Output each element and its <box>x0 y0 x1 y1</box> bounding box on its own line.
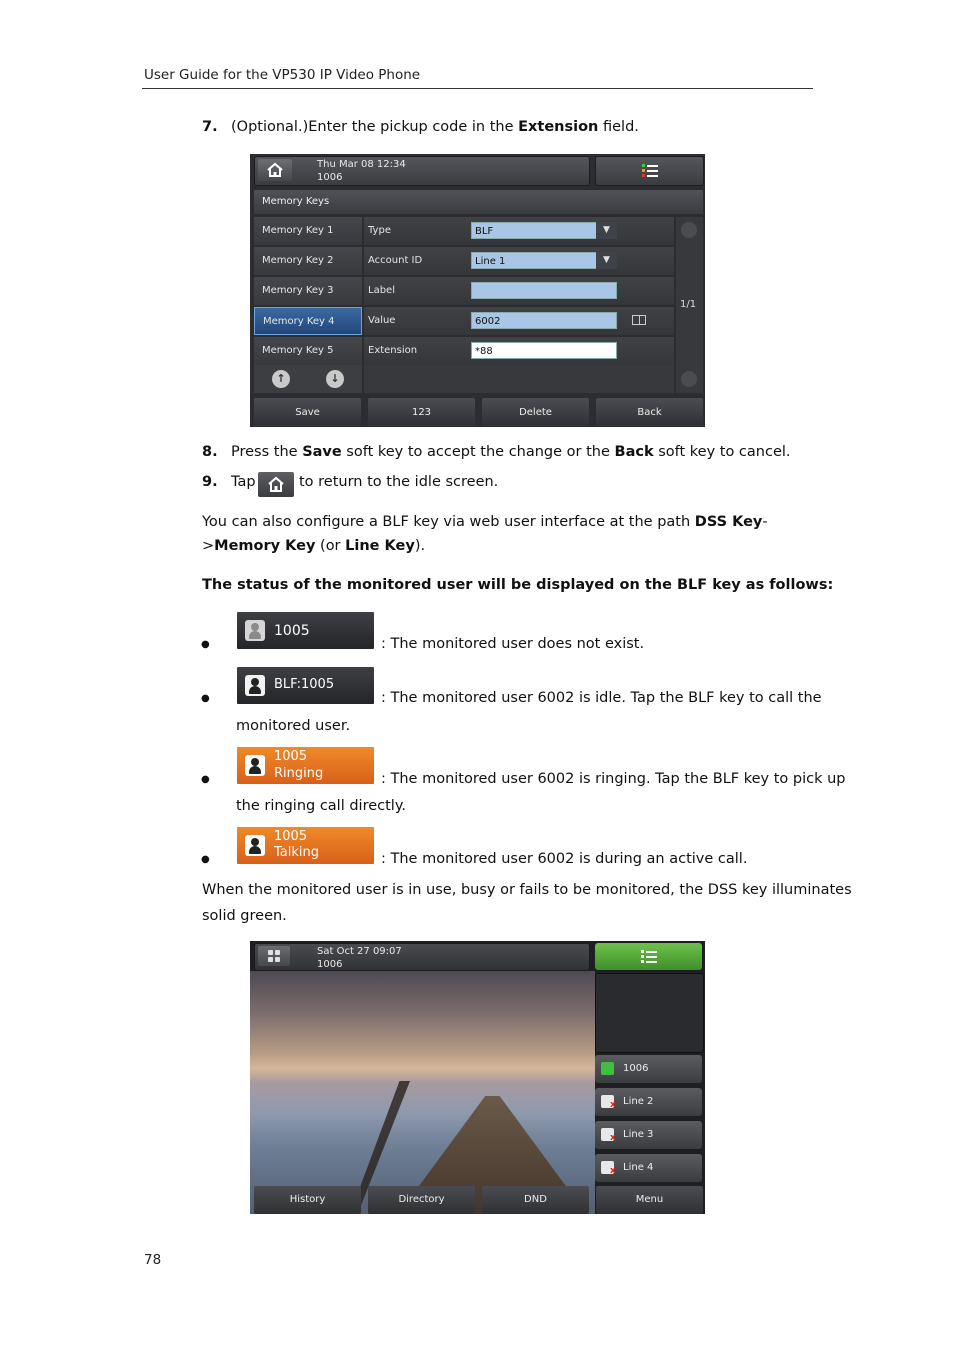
label-input[interactable] <box>471 282 617 299</box>
status-datetime: Thu Mar 08 12:34 1006 <box>317 159 406 183</box>
menu-softkey[interactable]: Menu <box>596 1186 703 1214</box>
label-row: Label <box>364 277 674 305</box>
dss-line-2: solid green. <box>202 908 287 924</box>
extension-input[interactable]: *88 <box>471 342 617 359</box>
delete-softkey[interactable]: Delete <box>482 398 589 427</box>
wallpaper <box>250 971 595 1214</box>
blf-key-talking: 1005 Talking <box>237 827 374 864</box>
home-key-image <box>258 472 294 497</box>
type-row: Type BLF ▼ <box>364 217 674 245</box>
extension-row: Extension *88 <box>364 337 674 365</box>
panel-title: Memory Keys <box>254 190 703 214</box>
bullet: ● <box>201 854 210 865</box>
line-unregistered-icon: x <box>601 1161 614 1174</box>
user-icon <box>245 835 265 856</box>
line-unregistered-icon: x <box>601 1128 614 1141</box>
blf-key-idle: BLF:1005 <box>237 667 374 704</box>
blf-desc-2: : The monitored user 6002 is idle. Tap the BLF key to call the <box>381 690 822 706</box>
status-bar <box>254 156 590 186</box>
key-settings <box>364 217 674 367</box>
header-rule <box>142 88 813 89</box>
bullet: ● <box>201 693 210 704</box>
blf-desc-4: : The monitored user 6002 is during an active call. <box>381 851 748 867</box>
value-row: Value 6002 <box>364 307 674 335</box>
blf-desc-1: : The monitored user does not exist. <box>381 636 645 652</box>
user-icon <box>245 675 265 696</box>
step-9-text: to return to the idle screen. <box>299 474 499 490</box>
dss-panel <box>595 973 704 1053</box>
menu-list-button[interactable] <box>595 156 704 186</box>
fields-filler <box>364 365 674 393</box>
blf-desc-3-cont: the ringing call directly. <box>236 798 406 814</box>
status-datetime: Sat Oct 27 09:07 1006 <box>317 946 402 970</box>
dnd-softkey[interactable]: DND <box>482 1186 589 1214</box>
back-softkey[interactable]: Back <box>596 398 703 427</box>
home-icon <box>258 159 292 181</box>
step-8: 8. Press the Save soft key to accept the change or the Back soft key to cancel. <box>202 444 791 460</box>
blf-desc-3: : The monitored user 6002 is ringing. Tap the BLF key to pick up <box>381 771 846 787</box>
header-title: User Guide for the VP530 IP Video Phone <box>144 67 421 83</box>
softkey-bar <box>254 1186 703 1214</box>
bullet: ● <box>201 774 210 785</box>
scroll-up-icon[interactable] <box>681 222 697 238</box>
value-input[interactable]: 6002 <box>471 312 617 329</box>
line-key-2[interactable]: x Line 2 <box>595 1088 702 1116</box>
history-softkey[interactable]: History <box>254 1186 361 1214</box>
dropdown-arrow-icon[interactable]: ▼ <box>596 252 617 269</box>
scroll-column <box>676 217 703 393</box>
memory-key-3[interactable]: Memory Key 3 <box>254 277 362 305</box>
blf-key-ringing: 1005 Ringing <box>237 747 374 784</box>
apps-grid-icon[interactable] <box>258 946 290 966</box>
page-arrows <box>254 365 362 393</box>
account-id-row: Account ID Line 1 ▼ <box>364 247 674 275</box>
web-config-paragraph: You can also configure a BLF key via web user interface at the path DSS Key->Memory Key (or Line Key). <box>202 514 768 554</box>
page-indicator: 1/1 <box>680 299 697 310</box>
save-softkey[interactable]: Save <box>254 398 361 427</box>
dropdown-arrow-icon[interactable]: ▼ <box>596 222 617 239</box>
memory-key-5[interactable]: Memory Key 5 <box>254 337 362 365</box>
arrow-down-icon[interactable]: ↓ <box>326 370 344 388</box>
memory-keys-screenshot <box>250 154 705 427</box>
line-key-4[interactable]: x Line 4 <box>595 1154 702 1182</box>
phone-line-icon <box>601 1062 614 1075</box>
123-softkey[interactable]: 123 <box>368 398 475 427</box>
status-bar <box>254 943 590 971</box>
directory-book-icon[interactable] <box>632 315 646 325</box>
list-icon <box>641 950 657 964</box>
arrow-up-icon[interactable]: ↑ <box>272 370 290 388</box>
idle-screen-screenshot <box>250 941 705 1214</box>
type-select[interactable]: BLF <box>471 222 617 239</box>
line-unregistered-icon: x <box>601 1095 614 1108</box>
status-heading: The status of the monitored user will be displayed on the BLF key as follows: <box>202 577 834 593</box>
memory-key-4[interactable]: Memory Key 4 <box>254 307 362 335</box>
step-number: 7. <box>202 119 218 135</box>
home-icon <box>258 472 294 497</box>
line-key-1[interactable]: 1006 <box>595 1055 702 1083</box>
softkey-bar <box>254 398 703 427</box>
page-number: 78 <box>144 1252 162 1268</box>
step-number: 8. <box>202 444 218 460</box>
blf-desc-2-cont: monitored user. <box>236 718 351 734</box>
list-icon <box>642 164 658 178</box>
memory-key-1[interactable]: Memory Key 1 <box>254 217 362 245</box>
account-id-select[interactable]: Line 1 <box>471 252 617 269</box>
home-button[interactable] <box>258 159 292 181</box>
memory-key-2[interactable]: Memory Key 2 <box>254 247 362 275</box>
step-9: 9. Tap <box>202 474 256 490</box>
memory-key-list <box>254 217 362 367</box>
step-number: 9. <box>202 474 218 490</box>
user-icon <box>245 620 265 641</box>
step-7: 7. (Optional.)Enter the pickup code in the Extension field. <box>202 119 639 135</box>
dss-line-1: When the monitored user is in use, busy or fails to be monitored, the DSS key illuminates <box>202 882 852 898</box>
menu-list-button[interactable] <box>595 943 702 970</box>
scroll-down-icon[interactable] <box>681 371 697 387</box>
line-key-3[interactable]: x Line 3 <box>595 1121 702 1149</box>
blf-key-not-exist: 1005 <box>237 612 374 649</box>
bullet: ● <box>201 639 210 650</box>
directory-softkey[interactable]: Directory <box>368 1186 475 1214</box>
user-icon <box>245 755 265 776</box>
